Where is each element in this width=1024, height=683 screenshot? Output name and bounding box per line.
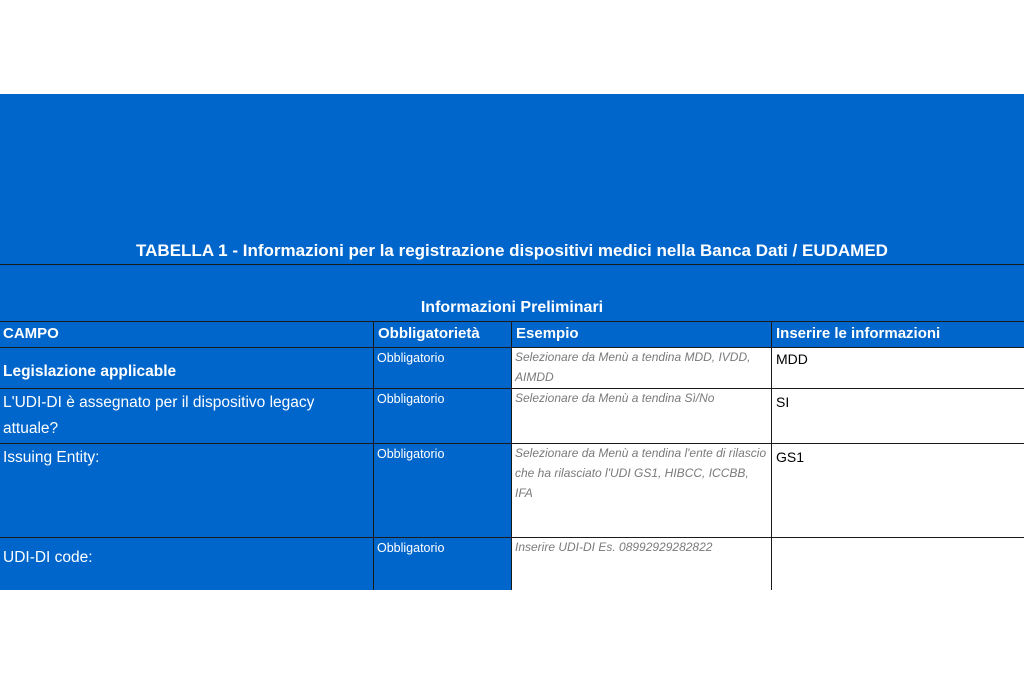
value-cell[interactable]: MDD	[776, 351, 808, 367]
value-cell[interactable]: GS1	[776, 449, 805, 465]
title-divider	[0, 264, 1024, 265]
info-table	[0, 321, 1024, 590]
column-header-esempio: Esempio	[516, 325, 579, 342]
required-label: Obbligatorio	[377, 392, 445, 406]
grid-line	[771, 321, 772, 590]
grid-line	[511, 321, 512, 590]
grid-line	[0, 347, 1024, 348]
required-label: Obbligatorio	[377, 447, 445, 461]
grid-line	[373, 321, 374, 590]
example-text: Selezionare da Menù a tendina l'ente di rilascio che ha rilasciato l'UDI GS1, HIBCC, ICCBB, IFA	[515, 446, 767, 500]
column-header-inserire: Inserire le informazioni	[776, 325, 941, 342]
value-cell[interactable]: SI	[776, 394, 790, 410]
grid-line	[0, 443, 1024, 444]
table-title: TABELLA 1 - Informazioni per la registrazione dispositivi medici nella Banca Dati / EUDAMED	[136, 241, 888, 260]
section-title: Informazioni Preliminari	[420, 299, 604, 316]
spreadsheet-area	[0, 94, 1024, 590]
example-text: Inserire UDI-DI Es. 08992929282822	[515, 540, 713, 554]
grid-line	[0, 388, 1024, 389]
field-label: L'UDI-DI è assegnato per il dispositivo legacy attuale?	[3, 394, 315, 437]
field-label: Issuing Entity:	[3, 449, 100, 466]
example-text: Selezionare da Menù a tendina Sì/No	[515, 391, 715, 405]
grid-line	[0, 321, 1024, 322]
grid-line	[0, 537, 1024, 538]
field-label: Legislazione applicable	[3, 363, 177, 380]
required-label: Obbligatorio	[377, 351, 445, 365]
value-cell-bg-4	[772, 538, 1024, 590]
required-label: Obbligatorio	[377, 541, 445, 555]
column-header-campo: CAMPO	[3, 325, 59, 342]
column-header-obbligatorieta: Obbligatorietà	[378, 325, 480, 342]
example-text: Selezionare da Menù a tendina MDD, IVDD, AIMDD	[515, 350, 751, 384]
field-label: UDI-DI code:	[3, 549, 93, 566]
